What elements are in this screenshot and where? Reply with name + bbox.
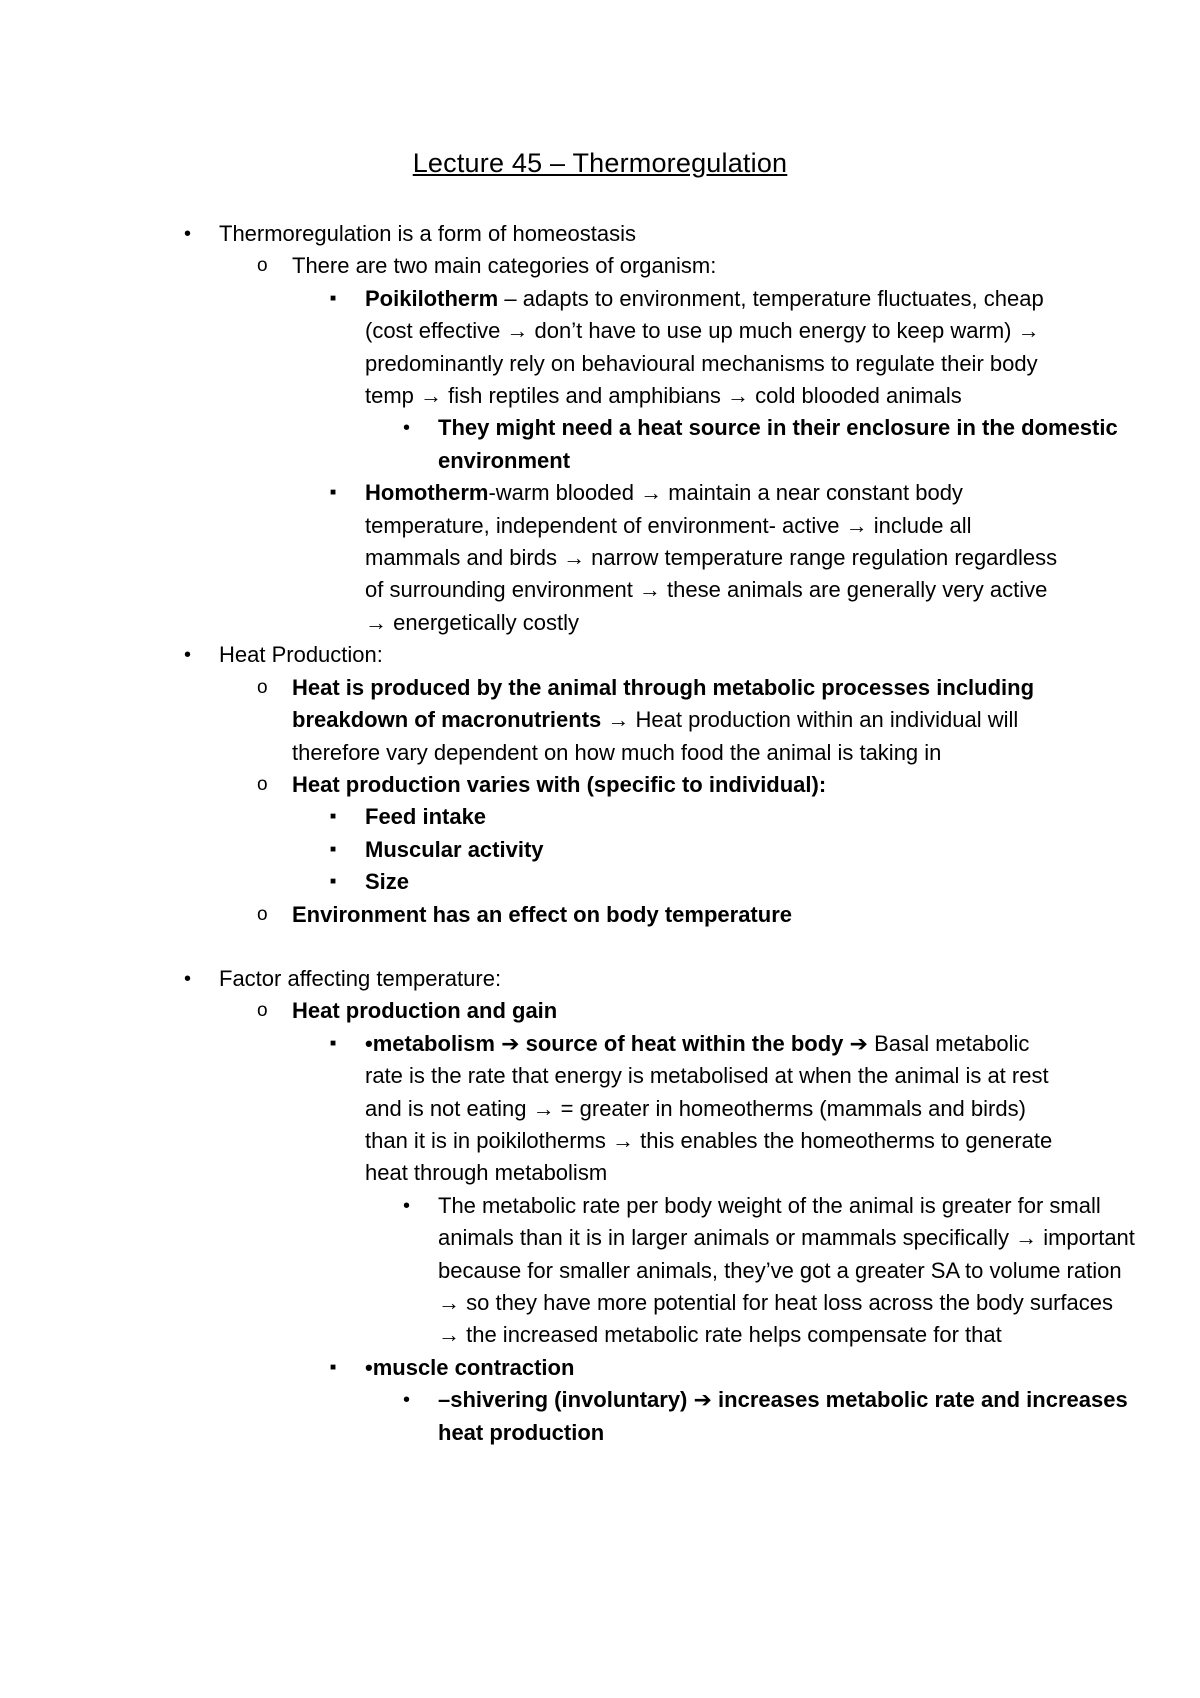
circle-marker: o xyxy=(257,676,268,698)
item-text: •muscle contraction xyxy=(365,1354,575,1380)
list-item xyxy=(0,769,1200,801)
bullet-marker: • xyxy=(184,967,192,990)
bullet-marker: • xyxy=(403,1389,411,1412)
item-text: The metabolic rate per body weight of the animal is greater for small animals than it is in larger animals or mammals specifically → important because for smaller animals, they’ve got a greater SA to volume ration → so they have more potential for heat loss across the body surfaces → the increased metabolic rate helps compensate for that xyxy=(438,1192,1135,1348)
square-marker: ■ xyxy=(330,1361,337,1373)
list-item xyxy=(0,477,1200,639)
item-text: Factor affecting temperature: xyxy=(219,965,502,991)
notes-body xyxy=(0,218,1200,1449)
item-text xyxy=(365,283,1065,413)
list-item xyxy=(0,1352,1200,1384)
item-text: Environment has an effect on body temperature xyxy=(292,901,792,927)
item-text: Feed intake xyxy=(365,804,487,830)
item-text-rest: – adapts to environment, temperature fluctuates, cheap (cost effective → don’t have to use up much energy to keep warm) → predominantly rely on behavioural mechanisms to regulate their body temp → fish reptiles and amphibians → cold blooded animals xyxy=(365,285,1044,409)
item-text-rest: -warm blooded → maintain a near constant body temperature, independent of environment- active → include all mammals and birds → narrow temperature range regulation regardless of surrounding environment → these animals are generally very active → energetically costly xyxy=(365,480,1058,635)
square-marker: ■ xyxy=(330,843,337,855)
item-text xyxy=(365,477,1065,639)
item-text-rest: → Heat production within an individual will therefore vary dependent on how much food the animal is taking in xyxy=(292,707,1019,765)
item-text: They might need a heat source in their enclosure in the domestic environment xyxy=(438,415,1118,473)
list-item xyxy=(0,963,1200,995)
item-text: There are two main categories of organism: xyxy=(292,253,717,279)
list-item xyxy=(0,899,1200,931)
item-text-bold: Heat is produced by the animal through metabolic processes including breakdown of macronutrients xyxy=(292,674,1035,733)
list-item xyxy=(0,1190,1200,1352)
list-item xyxy=(0,834,1200,866)
list-item xyxy=(0,995,1200,1027)
square-marker: ■ xyxy=(330,487,337,499)
circle-marker: o xyxy=(257,903,268,925)
page-title: Lecture 45 – Thermoregulation xyxy=(412,148,788,178)
item-text: Heat production and gain xyxy=(292,998,558,1024)
list-item xyxy=(0,639,1200,671)
square-marker: ■ xyxy=(330,876,337,888)
square-marker: ■ xyxy=(330,292,337,304)
item-text: Size xyxy=(365,869,410,895)
term-poikilotherm: Poikilotherm xyxy=(365,285,499,311)
item-text: –shivering (involuntary) ➔ increases metabolic rate and increases heat production xyxy=(438,1387,1128,1445)
item-text: Heat production varies with (specific to individual): xyxy=(292,771,827,797)
item-text xyxy=(365,1028,1065,1190)
term-homotherm: Homotherm xyxy=(365,480,489,506)
item-text: Muscular activity xyxy=(365,836,544,862)
list-item xyxy=(0,412,1200,477)
list-item xyxy=(0,1028,1200,1190)
list-item xyxy=(0,866,1200,898)
bullet-marker: • xyxy=(403,417,411,440)
item-text: Heat Production: xyxy=(219,642,383,668)
bullet-marker: • xyxy=(184,644,192,667)
circle-marker: o xyxy=(257,255,268,277)
list-item xyxy=(0,218,1200,250)
square-marker: ■ xyxy=(330,811,337,823)
square-marker: ■ xyxy=(330,1037,337,1049)
list-item xyxy=(0,801,1200,833)
blank-line xyxy=(0,931,1200,963)
list-item xyxy=(0,1384,1200,1449)
item-text xyxy=(292,672,1062,769)
bullet-marker: • xyxy=(403,1194,411,1217)
list-item xyxy=(0,672,1200,769)
circle-marker: o xyxy=(257,1000,268,1022)
item-text-bold: •metabolism ➔ source of heat within the body ➔ xyxy=(365,1030,868,1056)
list-item xyxy=(0,250,1200,282)
bullet-marker: • xyxy=(184,223,192,245)
circle-marker: o xyxy=(257,773,268,795)
item-text-rest: Basal metabolic rate is the rate that energy is metabolised at when the animal is at rest and is not eating → = greater in homeotherms (mammals and birds) than it is in poikilotherms → this enables the homeotherms to generate heat through metabolism xyxy=(365,1030,1053,1186)
item-text: Thermoregulation is a form of homeostasis xyxy=(219,221,636,246)
list-item xyxy=(0,283,1200,413)
